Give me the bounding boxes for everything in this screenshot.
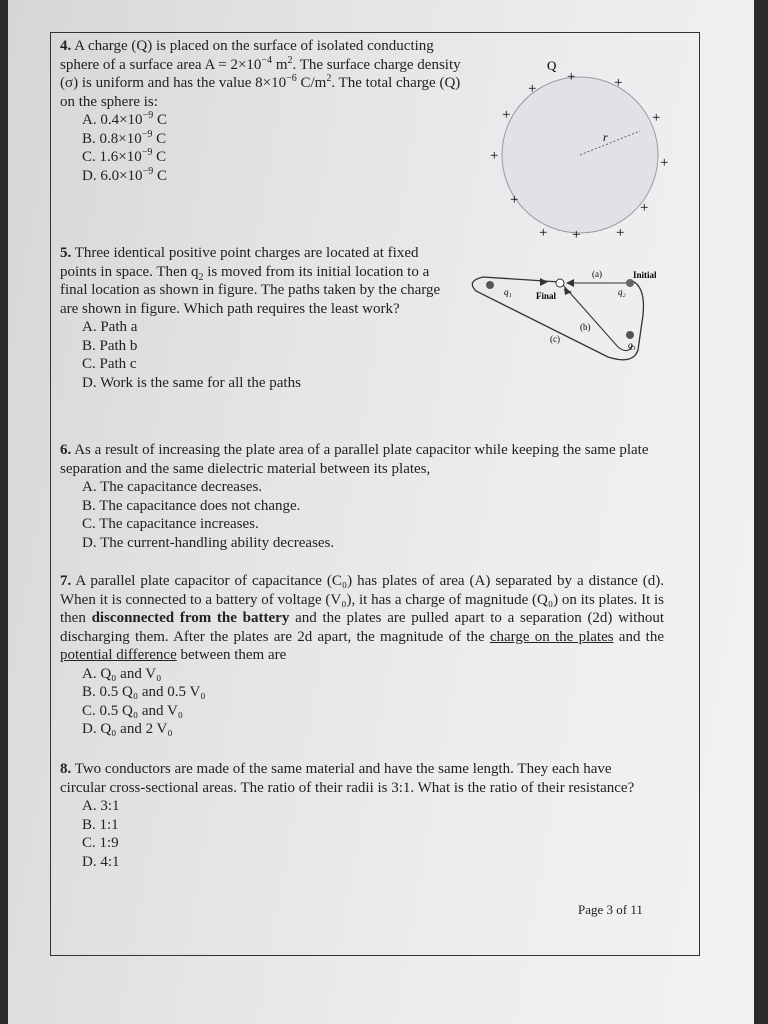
- plus-sign: +: [640, 200, 649, 216]
- answer-options: [60, 665, 664, 739]
- option-a[interactable]: A. Q₀ and V₀: [82, 665, 162, 682]
- plus-sign: +: [660, 155, 669, 171]
- plus-sign: +: [616, 225, 625, 241]
- answer-options: [60, 111, 476, 185]
- option-d[interactable]: D. $6.0\times 10^{-9}$ C: [82, 165, 167, 184]
- option-a[interactable]: A. 3:1: [82, 798, 120, 814]
- charge-q2: [626, 279, 634, 287]
- path-b-label: (b): [580, 322, 591, 332]
- charge-final: [556, 279, 564, 287]
- question-number: 5.: [60, 245, 72, 261]
- sphere-figure: [490, 45, 680, 245]
- path-a-label: (a): [592, 269, 602, 279]
- plus-sign: +: [572, 227, 581, 243]
- path-c-label: (c): [550, 334, 560, 344]
- option-a[interactable]: A. The capacitance decreases.: [82, 479, 263, 495]
- option-a[interactable]: A. $0.4\times 10^{-9}$ C: [82, 110, 167, 128]
- option-d[interactable]: D. 4:1: [82, 853, 120, 870]
- question-number: 8.: [60, 761, 72, 777]
- plus-sign: +: [614, 75, 623, 91]
- option-c[interactable]: C. 1:9: [82, 835, 119, 851]
- charge-q3: [626, 331, 634, 339]
- plus-sign: +: [652, 110, 661, 126]
- question-text: A parallel plate capacitor of capacitance (C₀) has plates of area (A) separated by a distance (d). When it is connected to a battery of voltage (V₀), it has a charge of magnitude (Q₀) on its plates. It is then disconnected from the battery and the plates are pulled apart to a separation (2d) without discharging them. After the plates are 2d apart, the magnitude of the charge on the plates and the potential difference between them are: [60, 573, 665, 663]
- option-c[interactable]: C. Path c: [82, 356, 137, 372]
- answer-options: [60, 797, 660, 871]
- option-a[interactable]: A. Path a: [82, 319, 138, 335]
- q3-label: q₃: [628, 340, 636, 350]
- plus-sign: +: [528, 81, 537, 97]
- option-c[interactable]: C. 0.5 Q₀ and V₀: [82, 702, 184, 719]
- final-label: Final: [536, 291, 557, 301]
- question-text: As a result of increasing the plate area of a parallel plate capacitor while keeping the same plate separation and the same dielectric material between its plates,: [60, 442, 649, 477]
- answer-options: [60, 478, 660, 552]
- option-b[interactable]: B. $0.8\times 10^{-9}$ C: [82, 128, 167, 147]
- charge-q-label: Q: [547, 58, 557, 73]
- question-8: [60, 760, 660, 871]
- option-d[interactable]: D. The current-handling ability decreases.: [82, 534, 335, 551]
- option-b[interactable]: B. The capacitance does not change.: [82, 497, 301, 514]
- question-number: 7.: [60, 573, 72, 589]
- question-text: A charge (Q) is placed on the surface of isolated conducting sphere of a surface area $A = 2\times 10^{-4}$ $m^2$. The surface charge density (σ) is uniform and has the value $8\times 10^{-6}$ $C/m^2$. The total charge (Q) on the sphere is:: [60, 38, 461, 110]
- answer-options: [60, 318, 454, 392]
- charge-q1: [486, 281, 494, 289]
- arrow-head: [566, 279, 574, 287]
- initial-label: Initial: [633, 270, 657, 280]
- plus-sign: +: [502, 107, 511, 123]
- question-4: [60, 37, 476, 185]
- option-d[interactable]: D. Work is the same for all the paths: [82, 374, 301, 391]
- page-number: Page 3 of 11: [578, 902, 643, 917]
- plus-sign: +: [567, 69, 576, 85]
- radius-label: r: [603, 130, 608, 144]
- option-c[interactable]: C. $1.6\times 10^{-9}$ C: [82, 147, 167, 165]
- q2-label: q₂: [618, 287, 626, 297]
- option-b[interactable]: B. 0.5 Q₀ and 0.5 V₀: [82, 684, 206, 700]
- arrow-head: [540, 278, 548, 286]
- question-5: [60, 244, 454, 392]
- option-d[interactable]: D. Q₀ and 2 V₀: [82, 721, 173, 737]
- question-6: [60, 441, 660, 552]
- question-text: Two conductors are made of the same material and have the same length. They each have circular cross-sectional areas. The ratio of their radii is 3:1. What is the ratio of their resistance?: [60, 761, 635, 796]
- option-c[interactable]: C. The capacitance increases.: [82, 516, 259, 532]
- plus-sign: +: [539, 225, 548, 241]
- plus-sign: +: [490, 148, 499, 164]
- question-7: [60, 572, 664, 739]
- plus-sign: +: [510, 192, 519, 208]
- paths-figure: [468, 255, 668, 370]
- question-number: 6.: [60, 442, 72, 458]
- question-number: 4.: [60, 38, 72, 54]
- option-b[interactable]: B. 1:1: [82, 816, 119, 833]
- question-text: Three identical positive point charges are located at fixed points in space. Then $q_2$ is moved from its initial location to a final location as shown in figure. The paths taken by the charge are shown in figure. Which path requires the least work?: [60, 245, 441, 317]
- option-b[interactable]: B. Path b: [82, 337, 138, 354]
- q1-label: q₁: [504, 287, 512, 297]
